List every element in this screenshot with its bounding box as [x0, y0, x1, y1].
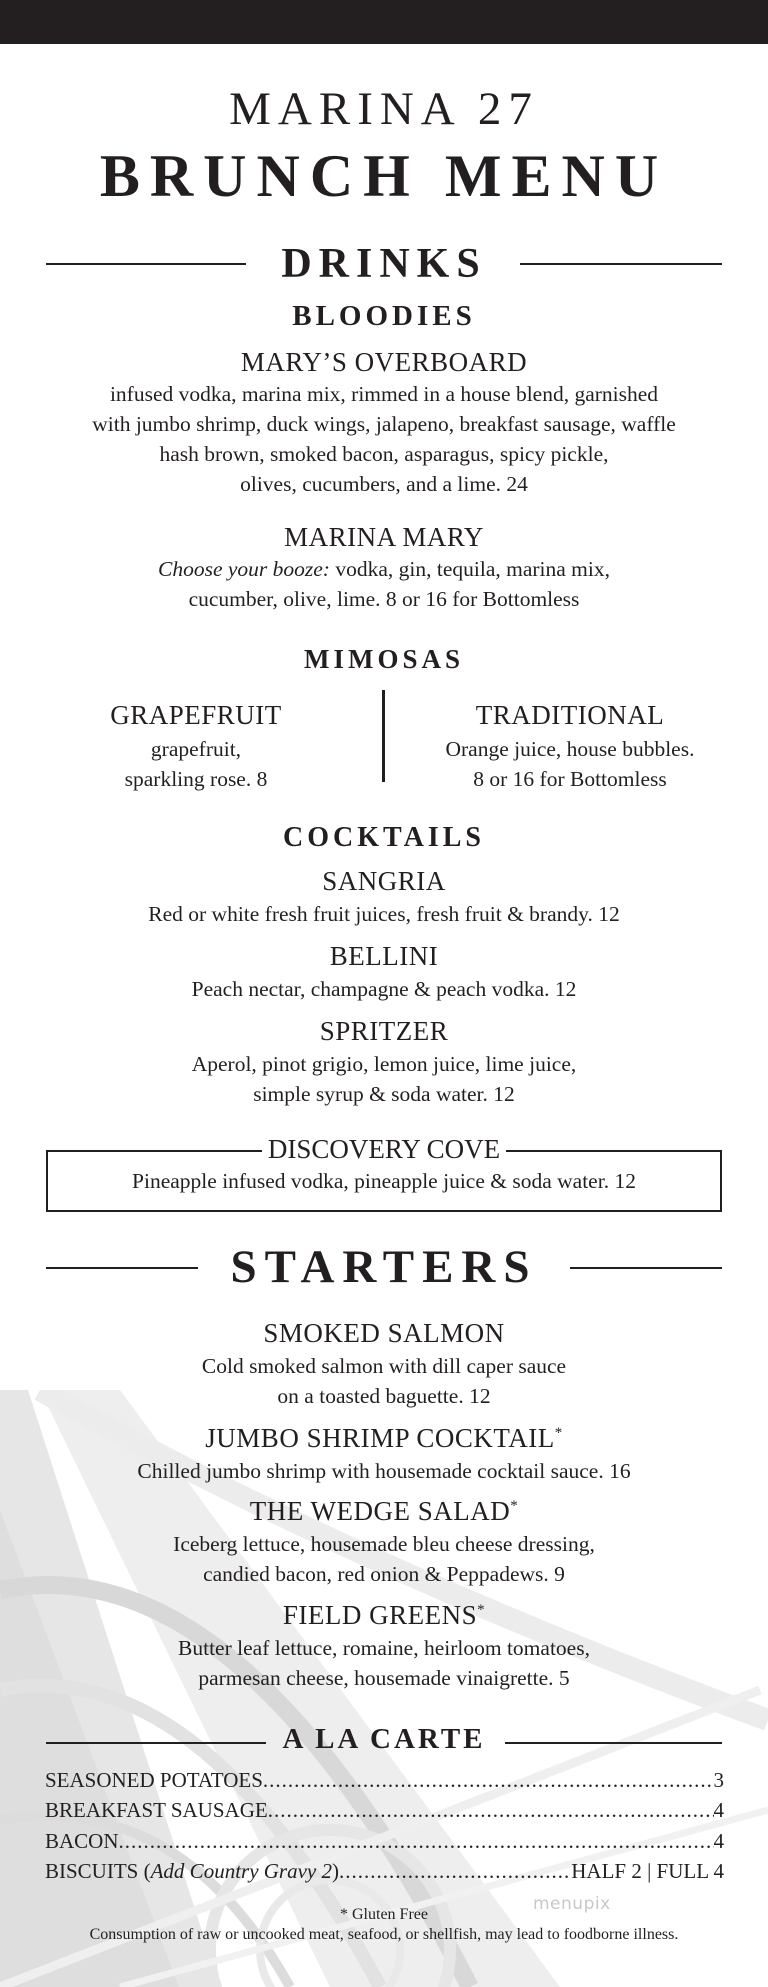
grapefruit-description: [62, 734, 330, 794]
gluten-free-mark: *: [510, 1498, 519, 1514]
desc-line: [0, 554, 768, 584]
spritzer-description: [0, 1049, 768, 1109]
desc-text: vodka, gin, tequila, marina mix,: [329, 557, 611, 581]
sangria-name: SANGRIA: [322, 866, 446, 896]
grapefruit-name: GRAPEFRUIT: [110, 700, 282, 730]
bellini-name: BELLINI: [329, 941, 439, 971]
desc-line: 8 or 16 for Bottomless: [473, 767, 667, 791]
desc-line: on a toasted baguette. 12: [277, 1384, 491, 1408]
desc-line: hash brown, smoked bacon, asparagus, spicy pickle,: [159, 442, 609, 466]
desc-line: Butter leaf lettuce, romaine, heirloom tomatoes,: [178, 1636, 590, 1660]
item-price: 4: [713, 1798, 724, 1822]
mimosas-heading: MIMOSAS: [303, 644, 464, 674]
discovery-cove-name: DISCOVERY COVE: [262, 1134, 506, 1164]
traditional-name: TRADITIONAL: [475, 700, 665, 730]
gluten-free-note: * Gluten Free: [340, 1906, 428, 1923]
a-la-carte-heading: A LA CARTE: [282, 1723, 486, 1755]
dot-leader: [339, 1859, 571, 1884]
sangria-description: Red or white fresh fruit juices, fresh fruit & brandy. 12: [148, 902, 620, 926]
bloodies-heading: BLOODIES: [292, 300, 476, 332]
traditional-description: [404, 734, 736, 794]
jumbo-shrimp-cocktail-name: [0, 1423, 768, 1454]
discovery-cove-description: Pineapple infused vodka, pineapple juice & soda water. 12: [132, 1169, 636, 1193]
desc-line: with jumbo shrimp, duck wings, jalapeno, breakfast sausage, waffle: [92, 412, 676, 436]
gravy-option: Add Country Gravy 2: [150, 1859, 333, 1883]
booze-choice-label: Choose your booze:: [157, 557, 330, 581]
discovery-cove-name-wrap: [0, 1134, 768, 1165]
restaurant-name: MARINA 27: [229, 83, 539, 135]
desc-line: grapefruit,: [150, 737, 242, 761]
desc-line: parmesan cheese, housemade vinaigrette. 5: [198, 1666, 570, 1690]
starters-heading: STARTERS: [230, 1241, 538, 1293]
item-price: 3: [713, 1768, 724, 1792]
gluten-free-mark: *: [554, 1425, 563, 1441]
a-la-carte-item: [45, 1765, 724, 1793]
a-la-carte-item: [45, 1826, 724, 1854]
traditional-mimosa: [404, 700, 736, 794]
desc-line: cucumber, olive, lime. 8 or 16 for Bottomless: [188, 587, 580, 611]
item-price: 4: [713, 1829, 724, 1853]
desc-line: Aperol, pinot grigio, lemon juice, lime juice,: [191, 1052, 577, 1076]
smoked-salmon-description: [0, 1351, 768, 1411]
marina-mary-name: MARINA MARY: [284, 522, 484, 552]
item-label: SEASONED POTATOES: [45, 1768, 263, 1792]
item-label: BREAKFAST SAUSAGE: [45, 1798, 268, 1822]
smoked-salmon-name: SMOKED SALMON: [263, 1318, 505, 1348]
desc-line: candied bacon, red onion & Peppadews. 9: [203, 1562, 565, 1586]
mimosa-divider: [382, 690, 385, 782]
grapefruit-mimosa: [62, 700, 330, 794]
desc-line: infused vodka, marina mix, rimmed in a house blend, garnished: [109, 382, 659, 406]
label-text: ): [332, 1859, 340, 1883]
a-la-carte-item: [45, 1856, 724, 1884]
watermark: menupix: [533, 1894, 611, 1914]
item-price: HALF 2 | FULL 4: [571, 1859, 724, 1883]
marina-mary-description: [0, 554, 768, 614]
bellini-description: Peach nectar, champagne & peach vodka. 12: [191, 977, 577, 1001]
jumbo-shrimp-cocktail-description: Chilled jumbo shrimp with housemade cocktail sauce. 16: [137, 1459, 631, 1483]
desc-line: Cold smoked salmon with dill caper sauce: [201, 1354, 567, 1378]
desc-line: Iceberg lettuce, housemade bleu cheese dressing,: [173, 1532, 595, 1556]
wedge-salad-description: [0, 1529, 768, 1589]
field-greens-name: [0, 1600, 768, 1631]
item-label: [45, 1859, 339, 1884]
spritzer-name: SPRITZER: [319, 1016, 449, 1046]
desc-line: sparkling rose. 8: [124, 767, 268, 791]
cocktails-heading: COCKTAILS: [283, 822, 485, 853]
item-name-text: FIELD GREENS: [282, 1600, 478, 1630]
dot-leader: [119, 1829, 714, 1854]
gluten-free-mark: *: [477, 1602, 486, 1618]
item-label: BACON: [45, 1829, 119, 1853]
menu-title: BRUNCH MENU: [99, 143, 669, 209]
item-name-text: THE WEDGE SALAD: [249, 1496, 511, 1526]
marys-overboard-description: [0, 379, 768, 499]
marys-overboard-name: MARY’S OVERBOARD: [240, 347, 528, 377]
a-la-carte-item: [45, 1795, 724, 1823]
item-name-text: JUMBO SHRIMP COCKTAIL: [205, 1423, 555, 1453]
desc-line: simple syrup & soda water. 12: [253, 1082, 515, 1106]
wedge-salad-name: [0, 1496, 768, 1527]
desc-line: olives, cucumbers, and a lime. 24: [240, 472, 528, 496]
dot-leader: [263, 1768, 714, 1793]
dot-leader: [268, 1798, 714, 1823]
label-text: BISCUITS (: [45, 1859, 151, 1883]
foodborne-illness-disclaimer: Consumption of raw or uncooked meat, seafood, or shellfish, may lead to foodborne illness.: [89, 1926, 679, 1943]
desc-line: Orange juice, house bubbles.: [445, 737, 695, 761]
field-greens-description: [0, 1633, 768, 1693]
drinks-heading: DRINKS: [281, 241, 487, 287]
